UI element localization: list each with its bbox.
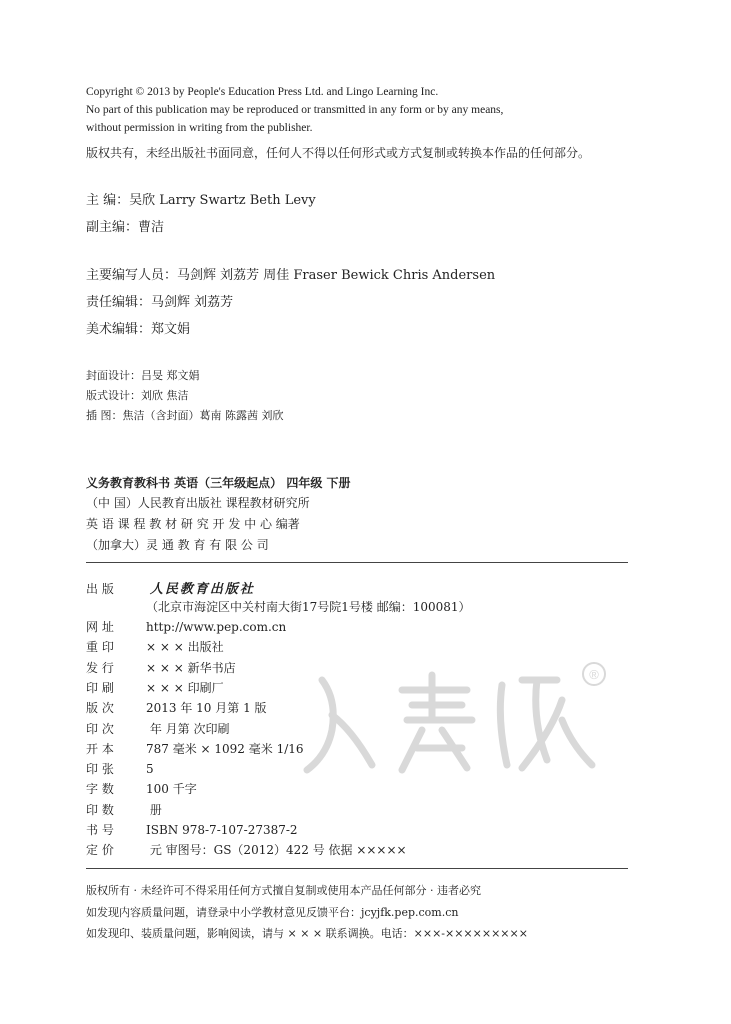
imprint-label: 定 价 xyxy=(86,843,114,858)
imprint-row xyxy=(86,720,229,737)
imprint-label: 字 数 xyxy=(86,782,114,797)
imprint-value: 册 xyxy=(146,802,162,817)
imprint-value: 元 审图号：GS（2012）422 号 依据 ××××× xyxy=(146,843,407,858)
imprint-value: ISBN 978-7-107-27387-2 xyxy=(146,823,298,837)
org-line-1: （中 国）人民教育出版社 课程教材研究所 xyxy=(86,496,310,510)
copyright-line-1: Copyright © 2013 by People's Education Press Ltd. and Lingo Learning Inc. xyxy=(86,86,439,98)
imprint-label: 网 址 xyxy=(86,620,114,634)
imprint-value: × × × 印刷厂 xyxy=(146,680,224,695)
notice-copyright: 版权所有 · 未经许可不得采用任何方式擅自复制或使用本产品任何部分 · 违者必究 xyxy=(86,884,481,897)
imprint-label: 书 号 xyxy=(86,823,114,837)
copyright-line-2: No part of this publication may be reproduced or transmitted in any form or by any means, xyxy=(86,104,504,116)
imprint-row xyxy=(86,780,197,797)
imprint-row xyxy=(86,740,304,757)
org-line-2: 英 语 课 程 教 材 研 究 开 发 中 心 编著 xyxy=(86,517,300,531)
divider-top xyxy=(86,562,628,563)
imprint-label: 印 数 xyxy=(86,802,114,817)
imprint-row xyxy=(86,801,162,818)
imprint-label: 发 行 xyxy=(86,660,114,675)
imprint-row xyxy=(86,760,154,777)
imprint-row xyxy=(86,638,224,655)
imprint-value: 5 xyxy=(146,762,154,777)
publisher-label: 出 版 xyxy=(86,582,114,596)
main-writers: 主要编写人员：马剑辉 刘荔芳 周佳 Fraser Bewick Chris Andersen xyxy=(86,268,496,283)
publisher-logo-text: 人民教育出版社 xyxy=(149,582,255,597)
responsible-editor: 责任编辑：马剑辉 刘荔芳 xyxy=(86,295,234,310)
imprint-row xyxy=(86,618,286,635)
deputy-editor: 副主编：曹洁 xyxy=(86,220,165,235)
imprint-row xyxy=(86,821,298,838)
notice-print-quality: 如发现印、装质量问题，影响阅读，请与 × × × 联系调换。电话：×××-××××××××× xyxy=(86,927,528,940)
layout-design: 版式设计：刘欣 焦洁 xyxy=(86,389,189,402)
registered-mark: ® xyxy=(589,667,599,682)
imprint-label: 重 印 xyxy=(86,640,114,655)
chief-editor: 主 编：吴欣 Larry Swartz Beth Levy xyxy=(86,193,316,208)
copyright-line-3: without permission in writing from the publisher. xyxy=(86,122,313,134)
publisher-row xyxy=(86,578,255,597)
imprint-label: 印 刷 xyxy=(86,680,114,695)
imprint-row xyxy=(86,679,224,696)
imprint-value: 2013 年 10 月第 1 版 xyxy=(146,701,267,716)
imprint-label: 印 次 xyxy=(86,721,114,736)
imprint-row xyxy=(86,699,267,716)
publisher-address: （北京市海淀区中关村南大街17号院1号楼 邮编：100081） xyxy=(146,600,471,614)
imprint-row xyxy=(86,841,407,858)
imprint-value: 787 毫米 × 1092 毫米 1/16 xyxy=(146,741,304,756)
imprint-value: × × × 新华书店 xyxy=(146,660,236,675)
copyright-line-cn: 版权共有，未经出版社书面同意，任何人不得以任何形式或方式复制或转换本作品的任何部分。 xyxy=(86,146,591,160)
imprint-value: × × × 出版社 xyxy=(146,640,224,655)
imprint-label: 版 次 xyxy=(86,701,114,716)
cover-design: 封面设计：吕旻 郑文娟 xyxy=(86,369,200,382)
imprint-label: 印 张 xyxy=(86,762,114,777)
org-line-3: （加拿大）灵 通 教 育 有 限 公 司 xyxy=(86,538,269,552)
imprint-value: 100 千字 xyxy=(146,782,197,797)
art-editor: 美术编辑：郑文娟 xyxy=(86,322,191,337)
imprint-label: 开 本 xyxy=(86,741,114,756)
book-title: 义务教育教科书 英语（三年级起点） 四年级 下册 xyxy=(86,476,351,490)
divider-bottom xyxy=(86,868,628,869)
imprint-row xyxy=(86,659,236,676)
imprint-value: 年 月第 次印刷 xyxy=(146,721,230,736)
imprint-value: http://www.pep.com.cn xyxy=(146,620,287,634)
notice-content-feedback: 如发现内容质量问题，请登录中小学教材意见反馈平台：jcyjfk.pep.com.cn xyxy=(86,906,459,919)
illustration-credit: 插 图：焦洁（含封面）葛南 陈露茜 刘欣 xyxy=(86,409,284,422)
pep-watermark-logo xyxy=(292,660,612,780)
